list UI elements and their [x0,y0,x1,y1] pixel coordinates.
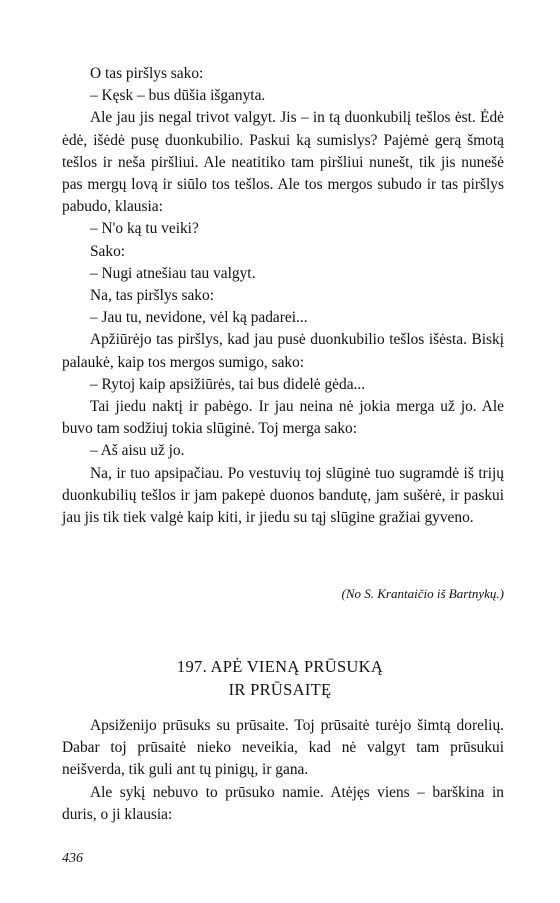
next-story-text [62,715,504,826]
paragraph: – Kęsk – bus dūšia išganyta. [90,87,266,105]
paragraph: – Jau tu, nevidone, vėl ką padarei... [90,309,308,327]
paragraph: O tas piršlys sako: [90,65,204,82]
paragraph: Na, tas piršlys sako: [90,287,214,305]
paragraph: – Aš aisu už jo. [90,442,185,460]
story-heading-line-2: IR PRŪSAITĘ [228,680,332,699]
paragraph: – N'o ką tu veiki? [90,220,199,238]
source-attribution: (No S. Krantaičio iš Bartnykų.) [341,586,504,601]
paragraph: – Nugi atnešiau tau valgyt. [90,264,256,282]
paragraph: Apsiženijo prūsuks su prūsaite. Toj prūsaitė turėjo šimtą dorelių. Dabar toj prūsaitė nieko neveikia, kad nė valgyt tam prūsukui neišverda, tik guli ant tų pinigų, ir gana. [62,717,504,779]
paragraph: Tai jiedu naktį ir pabėgo. Ir jau neina nė jokia merga už jo. Ale buvo tam sodžiuj tokia slūginė. Toj merga sako: [62,398,504,438]
page-number: 436 [62,851,83,866]
paragraph: Ale jau jis negal trivot valgyt. Jis – in tą duonkubilį tešlos ėst. Ėdė ėdė, išėdė pusę duonkubilio. Paskui ką sumislys? Pajėmė gerą šmotą tešlos ir neša piršliui. Ale neatitiko tam piršliui nunešt, tik jis nunešė pas mergų lovą ir siūlo tos tešlos. Ale tos mergos subudo ir tas piršlys pabudo, klausia: [62,109,504,216]
story-end-text [62,63,504,529]
paragraph: Sako: [90,242,126,260]
paragraph: Apžiūrėjo tas piršlys, kad jau pusė duonkubilio tešlos išėsta. Biskį palaukė, kaip tos mergos sumigo, sako: [62,331,504,371]
paragraph: Na, ir tuo apsipačiau. Po vestuvių toj slūginė tuo sugramdė iš trijų duonkubilių tešlos ir jam pakepė duonos bandutę, jam sušėrė, ir paskui jau jis tik tiek valgė kaip kiti, ir jiedu su tąj slūgine gražiai gyveno. [62,464,504,527]
story-heading-line-1: 197. APĖ VIENĄ PRŪSUKĄ [176,657,384,676]
paragraph: Ale sykį nebuvo to prūsuko namie. Atėjęs viens – barškina in duris, o ji klausia: [62,783,504,823]
paragraph: – Rytoj kaip apsižiūrės, tai bus didelė gėda... [90,375,366,393]
